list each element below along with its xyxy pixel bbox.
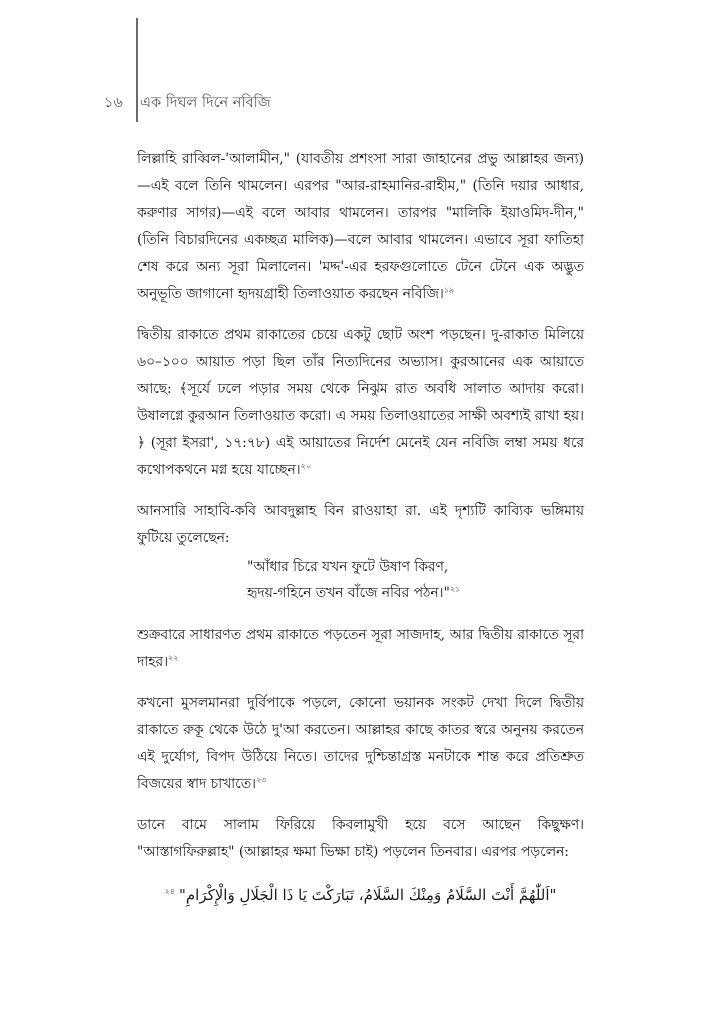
paragraph-6: ডানে বামে সালাম ফিরিয়ে কিবলামুখী হয়ে বসে আছেন কিছুক্ষণ। "আস্তাগফিরুল্লাহ" (আল্লাহর ক্ষমা ভিক্ষা চাই) পড়লেন তিনবার। এরপর পড়লেন:: [137, 817, 584, 860]
footnote-ref-20[interactable]: ২০: [300, 461, 312, 471]
footnote-ref-21[interactable]: ২১: [449, 584, 461, 594]
poem-line-2: হৃদয়-গহিনে তখন বাঁজে নবির পঠন।"$^{২১}$: [247, 584, 461, 601]
footnote-ref-23[interactable]: ২৩: [255, 775, 267, 785]
footnote-ref-24[interactable]: ২৪: [164, 887, 175, 896]
arabic-dua: [137, 880, 584, 910]
paragraph-1: লিল্লাহি রাব্বিল-'আলামীন," (যাবতীয় প্রশংসা সারা জাহানের প্রভু আল্লাহর জন্য)—এই বলে তিনি থামলেন। এরপর "আর-রাহমানির-রাহীম," (তিনি দয়ার আধার, করুণার সাগর)—এই বলে আবার থামলেন। তারপর "মালিকি ইয়াওমিদ-দীন," (তিনি বিচারদিনের একচ্ছত্র মালিক)—বলে আবার থামলেন। এভাবে সূরা ফাতিহা শেষ করে অন্য সূরা মিলালেন। 'মদ্দ'-এর হরফগুলোতে টেনে টেনে এক অদ্ভুত অনুভূতি জাগানো হৃদয়গ্রাহী তিলাওয়াত করছেন নবিজি।$^{১৯}$: [137, 151, 584, 302]
paragraph-3: আনসারি সাহাবি-কবি আবদুল্লাহ বিন রাওয়াহা রা. এই দৃশ্যটি কাব্যিক ভঙ্গিমায় ফুটিয়ে তুলেছেন:: [137, 503, 584, 546]
page-number: ১৬: [104, 95, 123, 111]
paragraph-5: কখনো মুসলমানরা দুর্বিপাকে পড়লে, কোনো ভয়ানক সংকট দেখা দিলে দ্বিতীয় রাকাতে রুকূ থেকে উঠে দু'আ করতেন। আল্লাহর কাছে কাতর স্বরে অনুনয় করতেন এই দুর্যোগ, বিপদ উঠিয়ে নিতে। তাদের দুশ্চিন্তাগ্রস্ত মনটাকে শান্ত করে প্রতিশ্রুত বিজয়ের স্বাদ চাখাতে।$^{২৩}$: [137, 695, 584, 792]
paragraph-2: দ্বিতীয় রাকাতে প্রথম রাকাতের চেয়ে একটু ছোট অংশ পড়ছেন। দু-রাকাত মিলিয়ে ৬০–১০০ আয়াত পড়া ছিল তাঁর নিত্যদিনের অভ্যাস। কুরআনের এক আয়াতে আছে: ﴾সূর্যে ঢলে পড়ার সময় থেকে নিঝুম রাত অবধি সালাত আদায় করো। উষালগ্নে কুরআন তিলাওয়াত করো। এ সময় তিলাওয়াতের সাক্ষী অবশ্যই রাখা হয়।﴿ (সূরা ইসরা', ১৭:৭৮) এই আয়াতের নির্দেশ মেনেই যেন নবিজি লম্বা সময় ধরে কথোপকথনে মগ্ন হয়ে যাচ্ছেন।$^{২০}$: [137, 327, 584, 478]
paragraph-4: শুক্রবারে সাধারণত প্রথম রাকাতে পড়তেন সূরা সাজদাহ, আর দ্বিতীয় রাকাতে সূরা দাহর।$^{২২}$: [137, 627, 584, 670]
poem-line-1: "আঁধার চিরে যখন ফুটে উষাণ কিরণ,: [247, 559, 449, 575]
body-text: [137, 146, 584, 910]
poem-quote: [137, 554, 584, 606]
arabic-dua-text: "اَللّٰهُمَّ أَنْتَ السَّلَامُ وَمِنْكَ السَّلَامُ، تَبَارَكْتَ يَا ذَا الْجَلَالِ وَالْإِكْرَامِ": [178, 886, 557, 904]
footnote-ref-22[interactable]: ২২: [168, 653, 179, 663]
running-header: [104, 92, 271, 116]
footnote-ref-19[interactable]: ১৯: [443, 285, 455, 295]
running-title: এক দিঘল দিনে নবিজি: [140, 95, 271, 111]
